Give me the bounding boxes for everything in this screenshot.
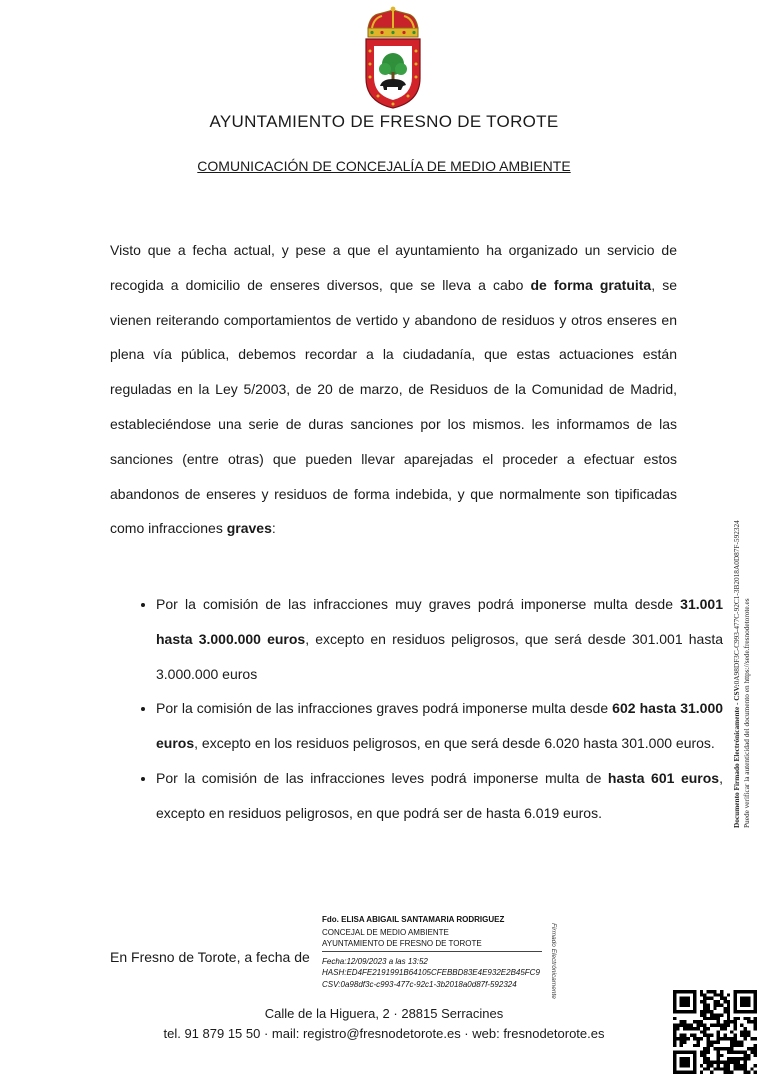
footer-contact: tel. 91 879 15 50 · mail: registro@fresnodetorote.es · web: fresnodetorote.es: [163, 1026, 605, 1041]
coat-of-arms-logo: [360, 6, 426, 110]
qr-code-icon[interactable]: [673, 990, 757, 1074]
list-item: • Por la comisión de las infracciones leves podrá imponerse multa de hasta 601 euros, excepto en residuos peligrosos, en que podrá ser de hasta 6.019 euros.: [156, 761, 723, 831]
body-text-a: Visto que a fecha actual, y pese a que el ayuntamiento ha organizado un servicio de recogida a domicilio de enseres diversos, que se lleva a cabo: [110, 242, 677, 293]
body-bold-free: de forma gratuita: [530, 276, 652, 293]
body-text-e: :: [271, 520, 276, 537]
signature-vertical-label: Firmado Electrónicamente: [550, 923, 557, 999]
crown-icon: [368, 7, 418, 37]
signer-org: AYUNTAMIENTO DE FRESNO DE TOROTE: [322, 938, 542, 952]
body-text-c: , se vienen reiterando comportamientos de vertido y abandono de residuos y otros enseres en plena vía pública, debemos recordar a la ciudadanía, que estas actuaciones están reguladas en la Ley 5/2003, de 20 de marzo, de Residuos de la Comunidad de Madrid, estableciéndose una serie de duras sanciones por los mismos. les informamos de las sanciones (entre otras) que pueden llevar aparejadas el proceder a efectuar estos abandonos de enseres y residuos de forma indebida, y que normalmente son tipificadas como infracciones: [110, 276, 677, 537]
signer-role: CONCEJAL DE MEDIO AMBIENTE: [322, 927, 449, 937]
closing-line: En Fresno de Torote, a fecha de: [110, 949, 310, 965]
sanctions-list: [110, 587, 723, 831]
signature-date: Fecha:12/09/2023 a las 13:52: [322, 956, 428, 966]
shield-icon: [366, 39, 420, 108]
signature-csv: CSV:0a98df3c-c993-477c-92c1-3b2018a0d87f-592324: [322, 979, 517, 989]
institution-title: AYUNTAMIENTO DE FRESNO DE TOROTE: [209, 112, 559, 131]
signature-hash: HASH:ED4FE2191991B64105CFEBBD83E4E932E2B45FC9: [322, 968, 540, 977]
footer-address: Calle de la Higuera, 2 · 28815 Serracines: [264, 1006, 504, 1021]
body-bold-graves: graves: [226, 520, 272, 537]
signer-name: Fdo. ELISA ABIGAIL SANTAMARIA RODRIGUEZ: [322, 915, 505, 924]
list-item: • Por la comisión de las infracciones muy graves podrá imponerse multa desde 31.001 hasta 3.000.000 euros, excepto en residuos peligrosos, que será desde 301.001 hasta 3.000.000 euros: [156, 587, 723, 691]
list-item: • Por la comisión de las infracciones graves podrá imponerse multa desde 602 hasta 31.000 euros, excepto en los residuos peligrosos, en que será desde 6.020 hasta 301.000 euros.: [156, 691, 723, 761]
side-note-label: Documento Firmado Electrónicamente - CSV:: [732, 684, 741, 828]
document-subtitle: COMUNICACIÓN DE CONCEJALÍA DE MEDIO AMBIENTE: [197, 158, 571, 174]
verification-side-note: [732, 448, 762, 828]
side-note-url[interactable]: Puede verificar la autenticidad del documento en https://sede.fresnodetorote.es: [741, 598, 751, 828]
signature-block: [322, 914, 542, 990]
side-note-code: 0A98DF3C-C993-477C-92C1-3B2018A0D87F-592324: [732, 520, 741, 685]
body-paragraph: [110, 233, 677, 546]
